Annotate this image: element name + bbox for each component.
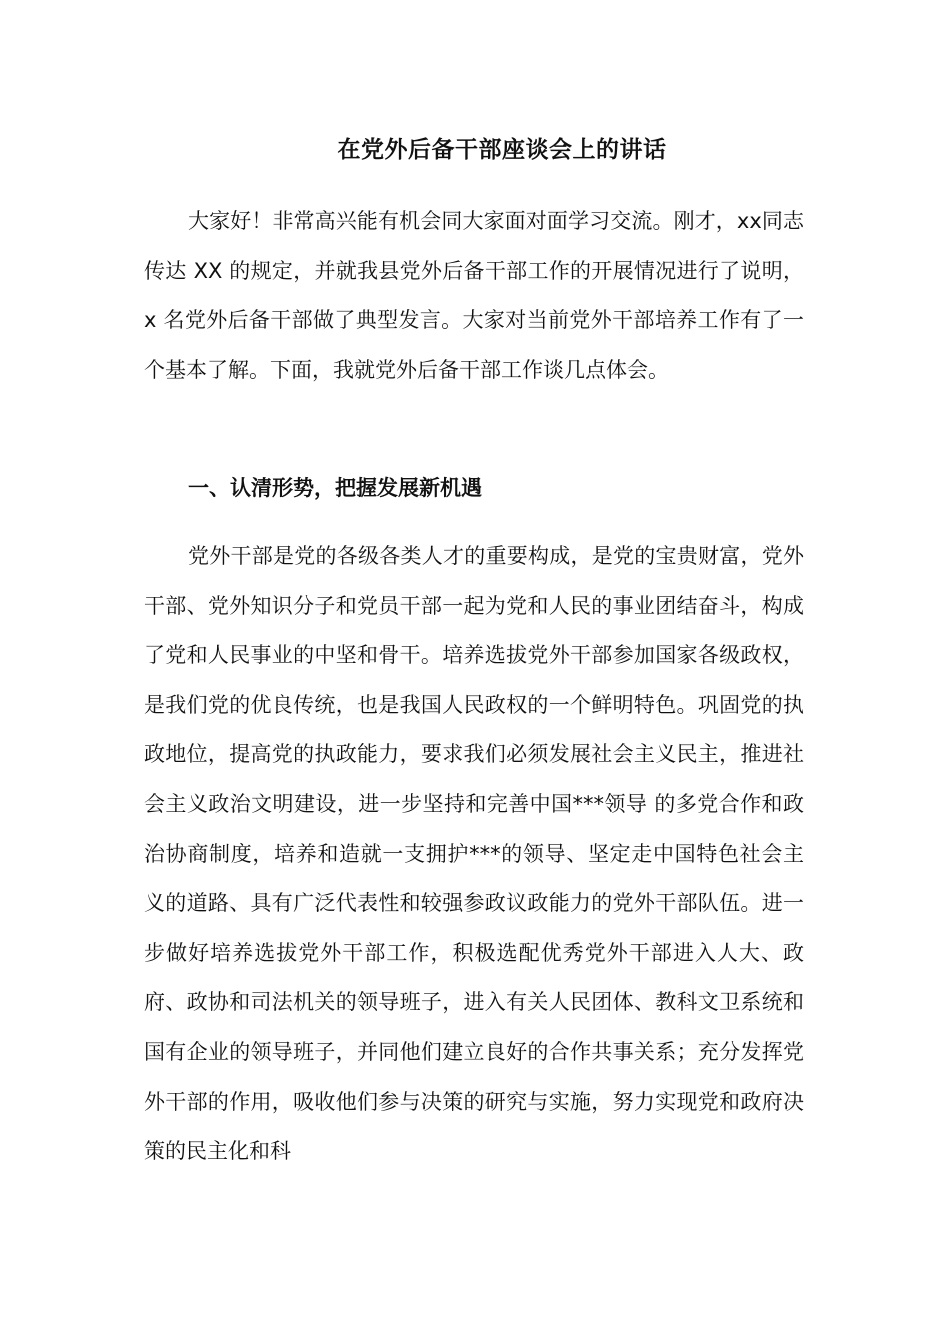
- document-title: 在党外后备干部座谈会上的讲话: [337, 137, 667, 163]
- section-paragraph: 党外干部是党的各级各类人才的重要构成，是党的宝贵财富，党外干部、党外知识分子和党员干部一起为党和人民的事业团结奋斗，构成了党和人民事业的中坚和骨干。培养选拔党外干部参加国家各级政权，是我们党的优良传统，也是我国人民政权的一个鲜明特色。巩固党的执政地位，提高党的执政能力，要求我们必须发展社会主义民主，推进社会主义政治文明建设，进一步坚持和完善中国***领导 的多党合作和政治协商制度，培养和造就一支拥护***的领导、坚定走中国特色社会主义的道路、具有广泛代表性和较强参政议政能力的党外干部队伍。进一步做好培养选拔党外干部工作，积极选配优秀党外干部进入人大、政府、政协和司法机关的领导班子，进入有关人民团体、教科文卫系统和国有企业的领导班子，并同他们建立良好的合作共事关系；充分发挥党外干部的作用，吸收他们参与决策的研究与实施，努力实现党和政府决策的民主化和科: [144, 544, 804, 1164]
- section-heading: 一、认清形势，把握发展新机遇: [188, 476, 482, 500]
- intro-paragraph: 大家好！非常高兴能有机会同大家面对面学习交流。刚才，xx同志传达 XX 的规定，并就我县党外后备干部工作的开展情况进行了说明，x 名党外后备干部做了典型发言。大家对当前党外干部培养工作有了一个基本了解。下面，我就党外后备干部工作谈几点体会。: [144, 209, 804, 382]
